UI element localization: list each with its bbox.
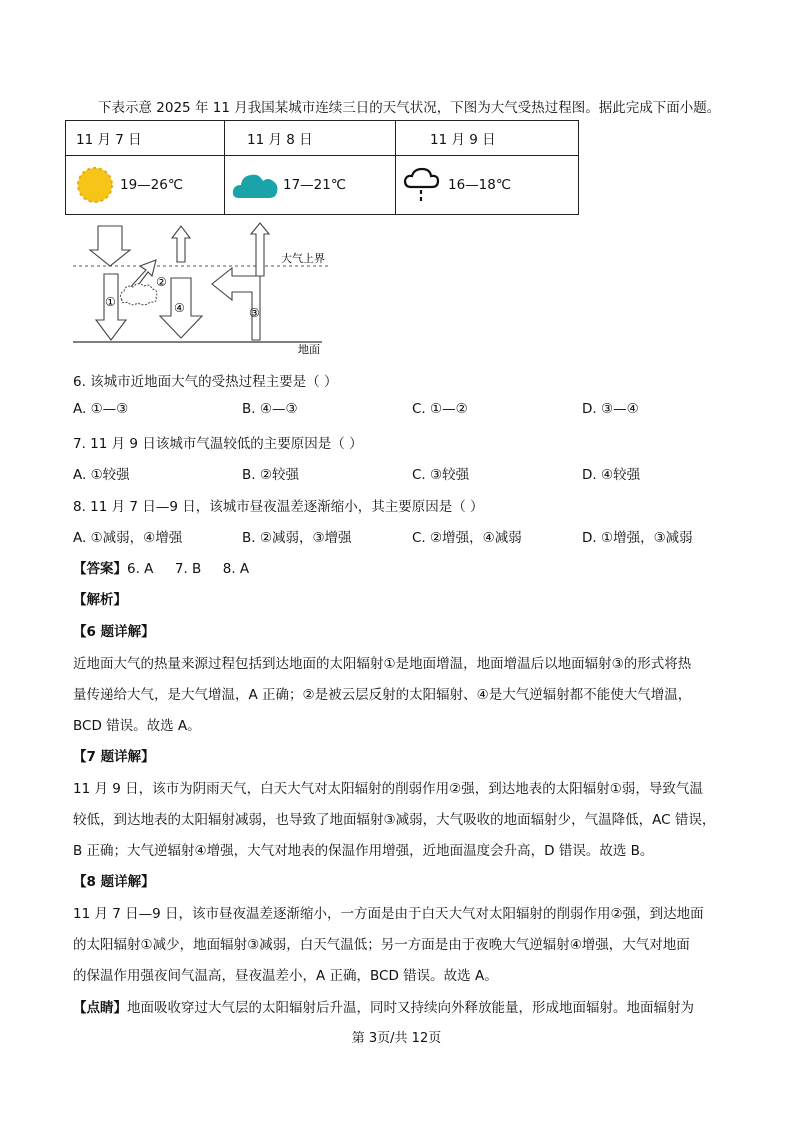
cloud-shape <box>120 284 156 305</box>
page-footer: 第 3页/共 12页 <box>351 1031 442 1046</box>
q6-option-d: D. ③—④ <box>582 401 639 417</box>
date-cell-3: 11 月 9 日 <box>396 121 579 156</box>
q7-option-c: C. ③较强 <box>412 467 470 483</box>
q8-option-a: A. ①减弱，④增强 <box>73 530 183 546</box>
detail-8-heading: 【8 题详解】 <box>73 874 155 890</box>
temp-day-2: 17—21℃ <box>283 177 347 193</box>
marker-2: ② <box>156 275 167 289</box>
cloud-icon <box>231 168 281 202</box>
q7-option-d: D. ④较强 <box>582 467 641 483</box>
answer-text: 6. A 7. B 8. A <box>127 561 250 577</box>
tip-text: 地面吸收穿过大气层的太阳辐射后升温，同时又持续向外释放能量，形成地面辐射。地面辐射为 <box>127 1000 694 1016</box>
intro-text: 下表示意 2025 年 11 月我国某城市连续三日的天气状况，下图为大气受热过程图。据此完成下面小题。 <box>98 100 721 116</box>
incoming-radiation-arrow <box>90 226 130 266</box>
temp-day-1: 19—26℃ <box>120 177 184 193</box>
answer-line <box>73 557 249 577</box>
arrow-up-right <box>251 223 269 276</box>
q6-option-b: B. ④—③ <box>242 401 298 417</box>
detail-6-line-1: 近地面大气的热量来源过程包括到达地面的太阳辐射①是地面增温，地面增温后以地面辐射③的形式将热 <box>73 656 692 672</box>
detail-8-line-3: 的保温作用强夜间气温高，昼夜温差小，A 正确，BCD 错误。故选 A。 <box>73 968 498 984</box>
question-8-stem: 8. 11 月 7 日—9 日，该城市昼夜温差逐渐缩小，其主要原因是（ ） <box>73 499 484 515</box>
q6-option-c: C. ①—② <box>412 401 468 417</box>
label-ground: 地面 <box>298 343 320 356</box>
weather-table <box>65 120 579 215</box>
rain-cloud-icon <box>402 165 442 205</box>
tip-line <box>73 996 694 1016</box>
date-cell-2: 11 月 8 日 <box>225 121 396 156</box>
detail-7-line-2: 较低，到达地表的太阳辐射减弱，也导致了地面辐射③减弱，大气吸收的地面辐射少，气温降低，AC 错误， <box>73 812 716 828</box>
q7-option-a: A. ①较强 <box>73 467 130 483</box>
answer-label: 【答案】 <box>73 561 127 577</box>
label-atmosphere-top: 大气上界 <box>281 252 325 265</box>
arrow-up-center <box>172 226 190 262</box>
temp-day-3: 16—18℃ <box>448 177 512 193</box>
analysis-label: 【解析】 <box>73 592 127 608</box>
q8-option-d: D. ①增强，③减弱 <box>582 530 693 546</box>
detail-8-line-2: 的太阳辐射①减少，地面辐射③减弱，白天气温低；另一方面是由于夜晚大气逆辐射④增强，大气对地面 <box>73 937 690 953</box>
q7-option-b: B. ②较强 <box>242 467 299 483</box>
detail-6-heading: 【6 题详解】 <box>73 624 155 640</box>
marker-4: ④ <box>174 301 185 315</box>
sun-icon <box>72 162 118 208</box>
question-6-stem: 6. 该城市近地面大气的受热过程主要是（ ） <box>73 374 338 390</box>
arrow-3-ground-radiation <box>212 268 260 340</box>
detail-7-heading: 【7 题详解】 <box>73 749 155 765</box>
detail-6-line-3: BCD 错误。故选 A。 <box>73 718 201 734</box>
detail-7-line-3: B 正确；大气逆辐射④增强，大气对地表的保温作用增强，近地面温度会升高，D 错误。故选 B。 <box>73 843 654 859</box>
q8-option-c: C. ②增强，④减弱 <box>412 530 522 546</box>
marker-3: ③ <box>249 306 260 320</box>
q8-option-b: B. ②减弱，③增强 <box>242 530 352 546</box>
tip-label: 【点睛】 <box>73 1000 127 1016</box>
marker-1: ① <box>105 295 116 309</box>
detail-6-line-2: 量传递给大气，是大气增温，A 正确；②是被云层反射的太阳辐射、④是大气逆辐射都不能使大气增温， <box>73 687 692 703</box>
detail-8-line-1: 11 月 7 日—9 日，该市昼夜温差逐渐缩小，一方面是由于白天大气对太阳辐射的削弱作用②强，到达地面 <box>73 906 704 922</box>
atmosphere-heating-diagram <box>60 220 360 360</box>
date-cell-1: 11 月 7 日 <box>66 121 225 156</box>
detail-7-line-1: 11 月 9 日，该市为阴雨天气，白天大气对太阳辐射的削弱作用②强，到达地表的太阳辐射①弱，导致气温 <box>73 781 703 797</box>
question-7-stem: 7. 11 月 9 日该城市气温较低的主要原因是（ ） <box>73 436 363 452</box>
q6-option-a: A. ①—③ <box>73 401 129 417</box>
